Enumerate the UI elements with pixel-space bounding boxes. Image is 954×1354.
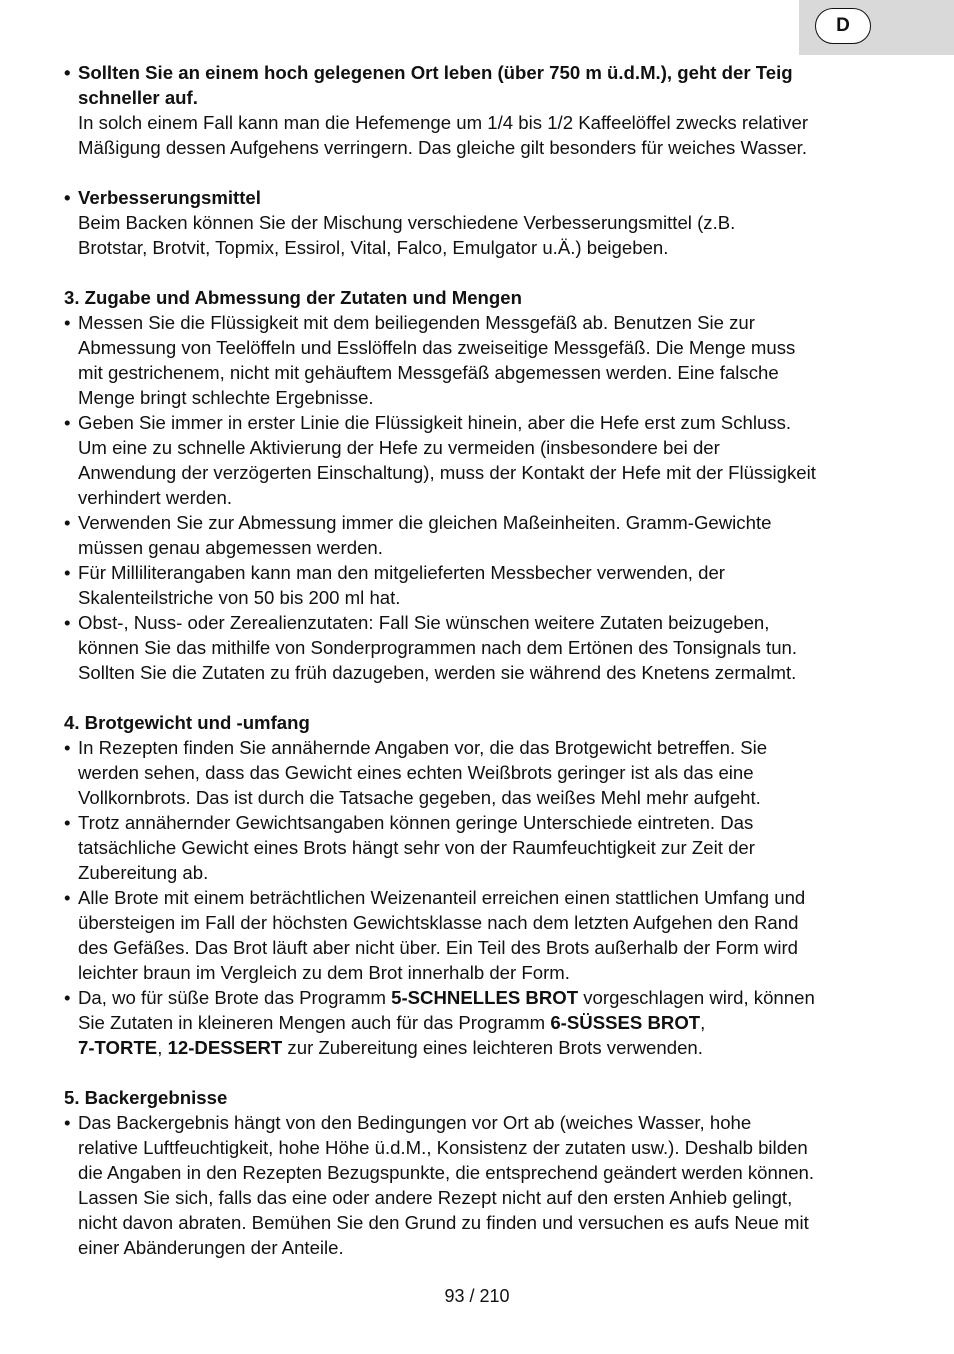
bullet: • <box>64 412 71 433</box>
tip-title: schneller auf. <box>78 87 198 108</box>
list-item-text: tatsächliche Gewicht eines Brots hängt sehr von der Raumfeuchtigkeit zur Zeit der <box>78 837 755 858</box>
section-measuring <box>64 285 894 685</box>
list-item <box>64 610 894 685</box>
list-item-text: Messen Sie die Flüssigkeit mit dem beiliegenden Messgefäß ab. Benutzen Sie zur <box>78 312 755 333</box>
page-number: 93 <box>444 1286 465 1306</box>
tip-text: Beim Backen können Sie der Mischung verschiedene Verbesserungsmittel (z.B. <box>78 212 736 233</box>
tip-high-altitude <box>64 60 894 160</box>
list-item-text: Sollten Sie die Zutaten zu früh dazugeben, werden sie während des Knetens zermalmt. <box>78 662 797 683</box>
list-item-text: leichter braun im Vergleich zu dem Brot innerhalb der Form. <box>78 962 570 983</box>
page-total: / 210 <box>469 1286 510 1306</box>
bullet: • <box>64 512 71 533</box>
program-name: 12-DESSERT <box>167 1037 283 1058</box>
bullet: • <box>64 612 71 633</box>
text-run: Sie Zutaten in kleineren Mengen auch für das Programm <box>78 1012 551 1033</box>
bullet: • <box>64 187 71 208</box>
list-item-text: Skalenteilstriche von 50 bis 200 ml hat. <box>78 587 401 608</box>
list-item-text: müssen genau abgemessen werden. <box>78 537 383 558</box>
list-item-text: Menge bringt schlechte Ergebnisse. <box>78 387 374 408</box>
tip-text: Mäßigung dessen Aufgehens verringern. Das gleiche gilt besonders für weiches Wasser. <box>78 137 807 158</box>
list-item-text: Trotz annähernder Gewichtsangaben können geringe Unterschiede eintreten. Das <box>78 812 754 833</box>
list-item <box>64 310 894 410</box>
list-item-text: des Gefäßes. Das Brot läuft aber nicht über. Ein Teil des Brots außerhalb der Form wird <box>78 937 798 958</box>
list-item-text: Um eine zu schnelle Aktivierung der Hefe zu vermeiden (insbesondere bei der <box>78 437 720 458</box>
tip-text: Brotstar, Brotvit, Topmix, Essirol, Vital, Falco, Emulgator u.Ä.) beigeben. <box>78 237 669 258</box>
list-item-text <box>78 985 894 1010</box>
bullet: • <box>64 887 71 908</box>
bullet: • <box>64 312 71 333</box>
program-name: 6-SÜSSES BROT <box>550 1012 701 1033</box>
list-item-text: nicht davon abraten. Bemühen Sie den Grund zu finden und versuchen es aufs Neue mit <box>78 1212 809 1233</box>
language-badge: D <box>815 8 871 44</box>
tip-improvers <box>64 185 894 260</box>
list-item <box>64 735 894 810</box>
list-item-text: die Angaben in den Rezepten Bezugspunkte, die entsprechend geändert werden können. <box>78 1162 815 1183</box>
program-name: 7-TORTE <box>78 1037 158 1058</box>
section-bread-weight <box>64 710 894 1060</box>
bullet: • <box>64 812 71 833</box>
list-item-text: Anwendung der verzögerten Einschaltung), muss der Kontakt der Hefe mit der Flüssigkeit <box>78 462 816 483</box>
language-tab <box>799 0 954 55</box>
list-item <box>64 410 894 510</box>
list-item <box>64 510 894 560</box>
section-heading: 3. Zugabe und Abmessung der Zutaten und Mengen <box>64 287 522 308</box>
list-item-text: Zubereitung ab. <box>78 862 209 883</box>
list-item-text: Geben Sie immer in erster Linie die Flüssigkeit hinein, aber die Hefe erst zum Schluss. <box>78 412 792 433</box>
list-item-text: relative Luftfeuchtigkeit, hohe Höhe ü.d.M., Konsistenz der zutaten usw.). Deshalb bilden <box>78 1137 808 1158</box>
list-item-text: werden sehen, dass das Gewicht eines echten Weißbrots geringer ist als das eine <box>78 762 754 783</box>
list-item <box>64 885 894 985</box>
tip-title: Sollten Sie an einem hoch gelegenen Ort leben (über 750 m ü.d.M.), geht der Teig <box>78 62 793 83</box>
section-heading: 5. Backergebnisse <box>64 1087 228 1108</box>
list-item <box>64 1110 894 1260</box>
bullet: • <box>64 987 71 1008</box>
list-item-text: Vollkornbrots. Das ist durch die Tatsache gegeben, das weißes Mehl mehr aufgeht. <box>78 787 761 808</box>
list-item-text: Lassen Sie sich, falls das eine oder andere Rezept nicht auf den ersten Anhieb gelingt, <box>78 1187 793 1208</box>
text-run: Da, wo für süße Brote das Programm <box>78 987 392 1008</box>
section-heading: 4. Brotgewicht und -umfang <box>64 712 310 733</box>
program-name: 5-SCHNELLES BROT <box>391 987 579 1008</box>
bullet: • <box>64 737 71 758</box>
list-item-text: In Rezepten finden Sie annähernde Angaben vor, die das Brotgewicht betreffen. Sie <box>78 737 768 758</box>
bullet: • <box>64 562 71 583</box>
list-item <box>64 810 894 885</box>
list-item-text: mit gestrichenem, nicht mit gehäuftem Messgefäß abgemessen werden. Eine falsche <box>78 362 779 383</box>
list-item-text: Verwenden Sie zur Abmessung immer die gleichen Maßeinheiten. Gramm-Gewichte <box>78 512 772 533</box>
tip-title: Verbesserungsmittel <box>78 187 261 208</box>
bullet: • <box>64 1112 71 1133</box>
section-baking-results <box>64 1085 894 1260</box>
list-item-text <box>78 1035 894 1060</box>
list-item-text <box>78 1010 894 1035</box>
page-footer <box>0 1284 954 1309</box>
tip-text: In solch einem Fall kann man die Hefemenge um 1/4 bis 1/2 Kaffeelöffel zwecks relativer <box>78 112 809 133</box>
list-item-text: Alle Brote mit einem beträchtlichen Weizenanteil erreichen einen stattlichen Umfang und <box>78 887 806 908</box>
list-item <box>64 560 894 610</box>
list-item-text: Obst-, Nuss- oder Zerealienzutaten: Fall Sie wünschen weitere Zutaten beizugeben, <box>78 612 770 633</box>
list-item-text: Das Backergebnis hängt von den Bedingungen vor Ort ab (weiches Wasser, hohe <box>78 1112 752 1133</box>
manual-page-content <box>64 60 894 1260</box>
list-item-text: Für Milliliterangaben kann man den mitgelieferten Messbecher verwenden, der <box>78 562 725 583</box>
list-item-text: einer Abänderungen der Anteile. <box>78 1237 344 1258</box>
text-run: vorgeschlagen wird, können <box>578 987 815 1008</box>
list-item <box>64 985 894 1060</box>
text-run: zur Zubereitung eines leichteren Brots verwenden. <box>282 1037 703 1058</box>
text-run: , <box>700 1012 706 1033</box>
bullet: • <box>64 62 71 83</box>
list-item-text: können Sie das mithilfe von Sonderprogrammen nach dem Ertönen des Tonsignals tun. <box>78 637 798 658</box>
text-run: , <box>157 1037 168 1058</box>
list-item-text: verhindert werden. <box>78 487 232 508</box>
list-item-text: Abmessung von Teelöffeln und Esslöffeln das zweiseitige Messgefäß. Die Menge muss <box>78 337 796 358</box>
list-item-text: übersteigen im Fall der höchsten Gewichtsklasse nach dem letzten Aufgehen den Rand <box>78 912 799 933</box>
